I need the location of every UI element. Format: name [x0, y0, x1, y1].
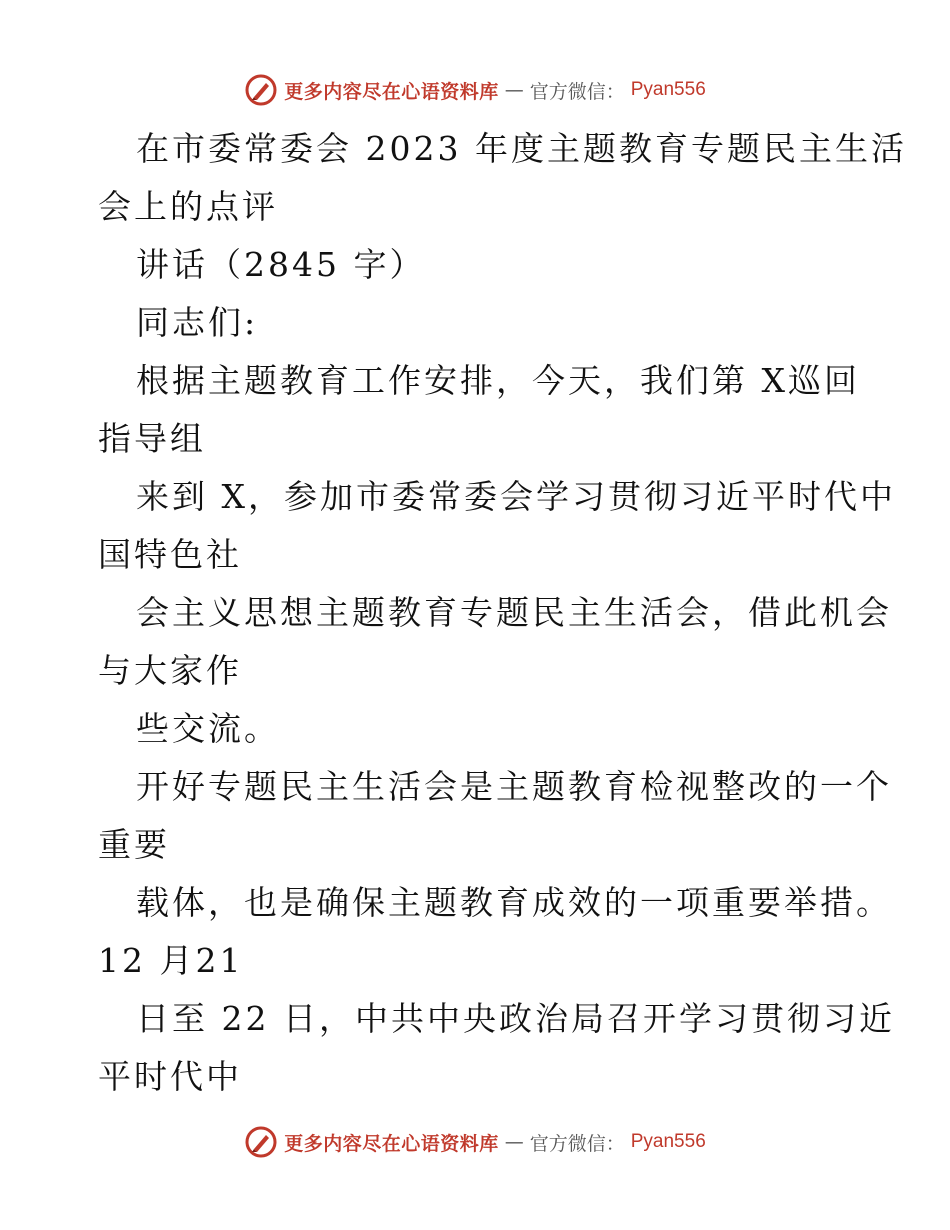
doc-line: 同志们:: [136, 303, 259, 342]
doc-line: 讲话（2845 字）: [136, 245, 426, 284]
watermark-brand-text: 更多内容尽在心语资料库: [284, 1132, 499, 1155]
watermark-separator: —: [504, 79, 524, 101]
doc-line: 来到 X，参加市委常委会学习贯彻习近平时代中: [136, 477, 896, 516]
doc-line: 国特色社: [98, 535, 242, 574]
footer-watermark: [0, 1122, 950, 1162]
doc-line: 会上的点评: [98, 187, 278, 226]
header-watermark: [0, 70, 950, 110]
watermark-wechat-label: 官方微信：: [529, 1132, 625, 1155]
doc-line: 日至 22 日，中共中央政治局召开学习贯彻习近: [136, 999, 895, 1038]
watermark-brand-text: 更多内容尽在心语资料库: [284, 80, 499, 103]
doc-line: 载体，也是确保主题教育成效的一项重要举措。: [136, 883, 892, 922]
watermark-content: [244, 1125, 706, 1159]
watermark-content: [244, 73, 706, 107]
document-body: [98, 120, 907, 1106]
doc-line: 在市委常委会 2023 年度主题教育专题民主生活: [136, 129, 907, 168]
watermark-wechat-id: Pyan556: [630, 1131, 706, 1152]
doc-line: 与大家作: [98, 651, 242, 690]
doc-line: 根据主题教育工作安排，今天，我们第 X巡回: [136, 361, 860, 400]
watermark-wechat-label: 官方微信：: [529, 80, 625, 103]
watermark-wechat-id: Pyan556: [630, 79, 706, 100]
doc-line: 指导组: [98, 419, 206, 458]
doc-line: 重要: [98, 825, 170, 864]
watermark-separator: —: [504, 1131, 524, 1153]
doc-line: 会主义思想主题教育专题民主生活会，借此机会: [136, 593, 892, 632]
pen-seal-logo-icon: [244, 1125, 278, 1159]
doc-line: 12 月21: [98, 941, 244, 980]
doc-line: 些交流。: [136, 709, 280, 748]
doc-line: 平时代中: [98, 1057, 242, 1096]
pen-seal-logo-icon: [244, 73, 278, 107]
doc-line: 开好专题民主生活会是主题教育检视整改的一个: [136, 767, 892, 806]
